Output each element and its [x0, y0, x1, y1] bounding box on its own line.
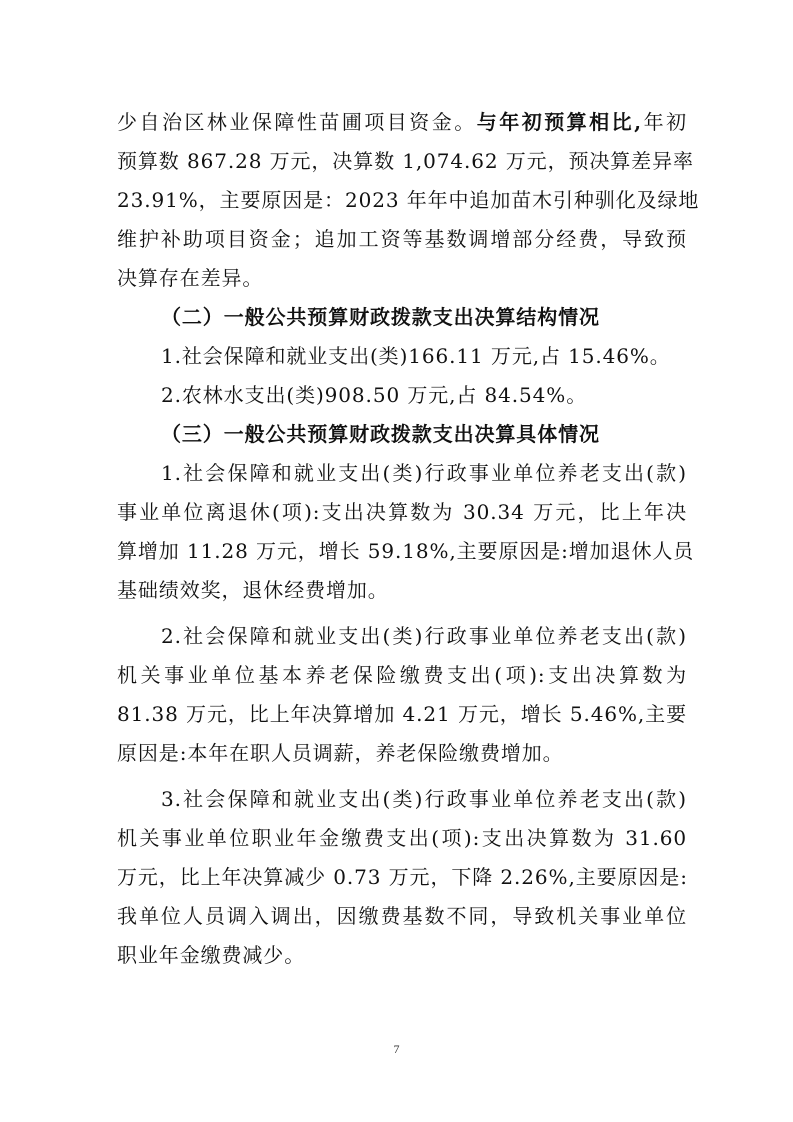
text-line: 原因是:本年在职人员调薪，养老保险缴费增加。: [117, 741, 564, 765]
section-heading-details: （三）一般公共预算财政拨款支出决算具体情况: [161, 422, 600, 446]
bold-phrase: 与年初预算相比,: [476, 110, 643, 134]
text-line: 机关事业单位职业年金缴费支出(项):支出决算数为 31.60: [117, 826, 687, 850]
paragraph-detail-retirement: [117, 454, 695, 610]
text-line: 事业单位离退休(项):支出决算数为 30.34 万元，比上年决: [117, 500, 687, 524]
text-line: 算增加 11.28 万元，增长 59.18%,主要原因是:增加退休人员: [117, 539, 695, 563]
structure-item-agriculture: 2.农林水支出(类)908.50 万元,占 84.54%。: [161, 383, 588, 407]
text-line: 预算数 867.28 万元，决算数 1,074.62 万元，预决算差异率: [117, 149, 694, 173]
text-line: 机关事业单位基本养老保险缴费支出(项):支出决算数为: [117, 663, 687, 687]
text-line: 维护补助项目资金；追加工资等基数调增部分经费，导致预: [117, 227, 687, 251]
page-number: 7: [393, 1042, 400, 1056]
text-line: 1.社会保障和就业支出(类)行政事业单位养老支出(款): [161, 461, 687, 485]
paragraph-detail-occupational-annuity: [117, 780, 687, 975]
text-line: 决算存在差异。: [117, 266, 264, 290]
text-line: 我单位人员调入调出，因缴费基数不同，导致机关事业单位: [117, 904, 687, 928]
text-line: 23.91%，主要原因是：2023 年年中追加苗木引种驯化及绿地: [117, 188, 700, 212]
text-line: 2.社会保障和就业支出(类)行政事业单位养老支出(款): [161, 624, 687, 648]
paragraph-detail-pension-insurance: [117, 617, 687, 773]
text-line: 81.38 万元，比上年决算增加 4.21 万元，增长 5.46%,主要: [117, 702, 687, 726]
document-body: [117, 103, 700, 975]
text-line: 3.社会保障和就业支出(类)行政事业单位养老支出(款): [161, 787, 687, 811]
section-heading-structure: （二）一般公共预算财政拨款支出决算结构情况: [161, 305, 600, 329]
text-line: 职业年金缴费减少。: [117, 943, 306, 967]
paragraph-budget-variance: [117, 103, 700, 298]
text-line: 基础绩效奖，退休经费增加。: [117, 578, 389, 602]
structure-item-social-security: 1.社会保障和就业支出(类)166.11 万元,占 15.46%。: [161, 344, 671, 368]
text-line: 万元，比上年决算减少 0.73 万元，下降 2.26%,主要原因是:: [117, 865, 688, 889]
text-line: 少自治区林业保障性苗圃项目资金。与年初预算相比,年初: [117, 110, 687, 134]
